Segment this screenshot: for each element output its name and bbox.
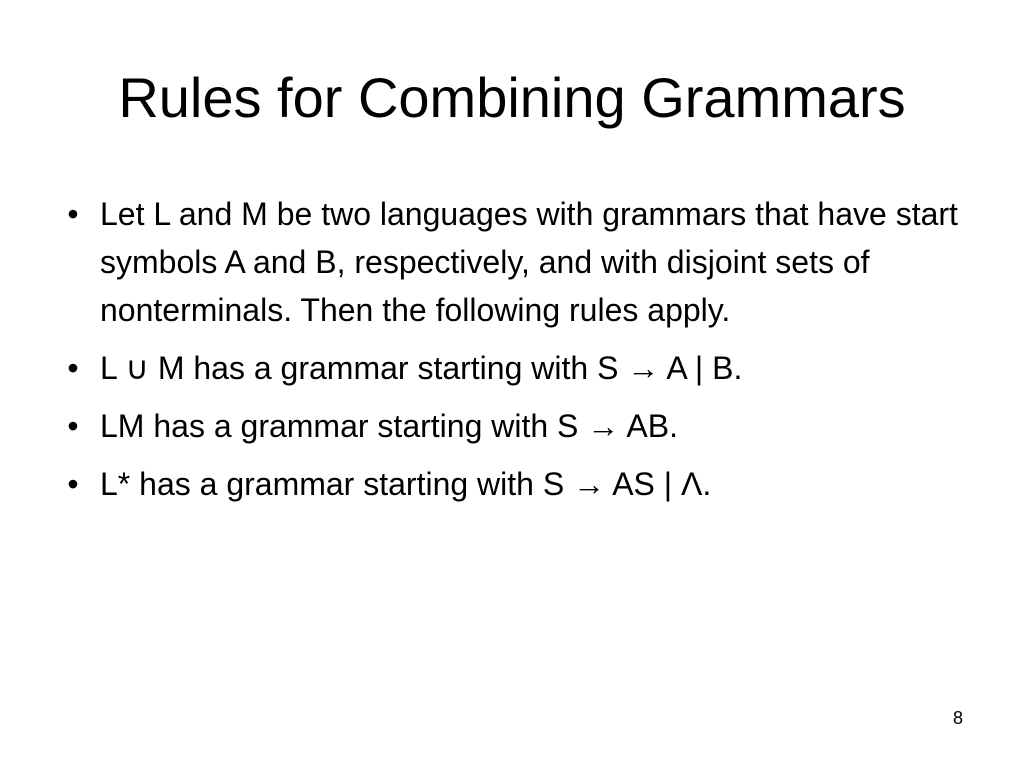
bullet-item bbox=[58, 460, 958, 508]
slide-title: Rules for Combining Grammars bbox=[118, 66, 906, 129]
bullet-list bbox=[58, 190, 958, 518]
bullet-text: Let L and M be two languages with grammars that have start symbols A and B, respectively, and with disjoint sets of nonterminals. Then the following rules apply. bbox=[100, 196, 958, 328]
bullet-text: L* has a grammar starting with S → AS | Λ. bbox=[100, 466, 712, 502]
page-number: 8 bbox=[952, 708, 963, 728]
bullet-item bbox=[58, 190, 958, 334]
bullet-item bbox=[58, 402, 958, 450]
bullet-marker: • bbox=[67, 196, 79, 232]
bullet-text: L ∪ M has a grammar starting with S → A | B. bbox=[100, 350, 743, 386]
bullet-item bbox=[58, 344, 958, 392]
bullet-marker: • bbox=[67, 350, 79, 386]
bullet-text: LM has a grammar starting with S → AB. bbox=[100, 408, 678, 444]
bullet-marker: • bbox=[67, 408, 79, 444]
bullet-marker: • bbox=[67, 466, 79, 502]
